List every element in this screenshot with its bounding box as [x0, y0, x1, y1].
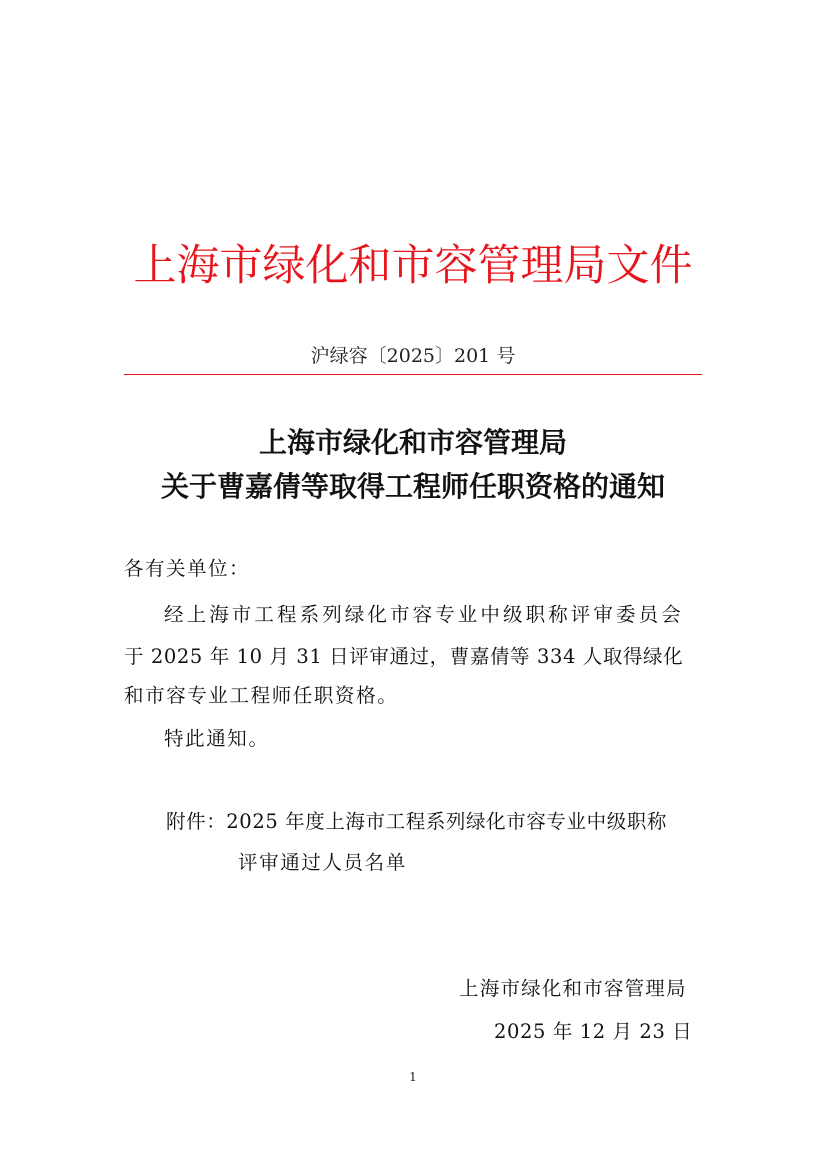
document-title-line-1: 上海市绿化和市容管理局: [258, 426, 567, 459]
salutation: 各有关单位：: [124, 557, 251, 580]
document-number: 沪绿容〔2025〕201 号: [310, 345, 516, 367]
closing-remark: 特此通知。: [164, 727, 270, 750]
signature-organization: 上海市绿化和市容管理局: [459, 977, 687, 1000]
signature-date: 2025 年 12 月 23 日: [494, 1020, 693, 1043]
document-title-line-2: 关于曹嘉倩等取得工程师任职资格的通知: [160, 470, 665, 503]
body-paragraph-line-1: 经上海市工程系列绿化市容专业中级职称评审委员会: [164, 603, 684, 626]
red-separator-line: [124, 374, 702, 375]
body-paragraph-line-3: 和市容专业工程师任职资格。: [124, 684, 399, 707]
body-paragraph-line-2: 于 2025 年 10 月 31 日评审通过，曹嘉倩等 334 人取得绿化: [124, 645, 684, 668]
issuer-red-header: 上海市绿化和市容管理局文件: [133, 241, 693, 291]
attachment-line-1: 附件：2025 年度上海市工程系列绿化市容专业中级职称: [166, 810, 668, 833]
attachment-line-2: 评审通过人员名单: [238, 851, 407, 874]
page-number: 1: [409, 1070, 417, 1084]
